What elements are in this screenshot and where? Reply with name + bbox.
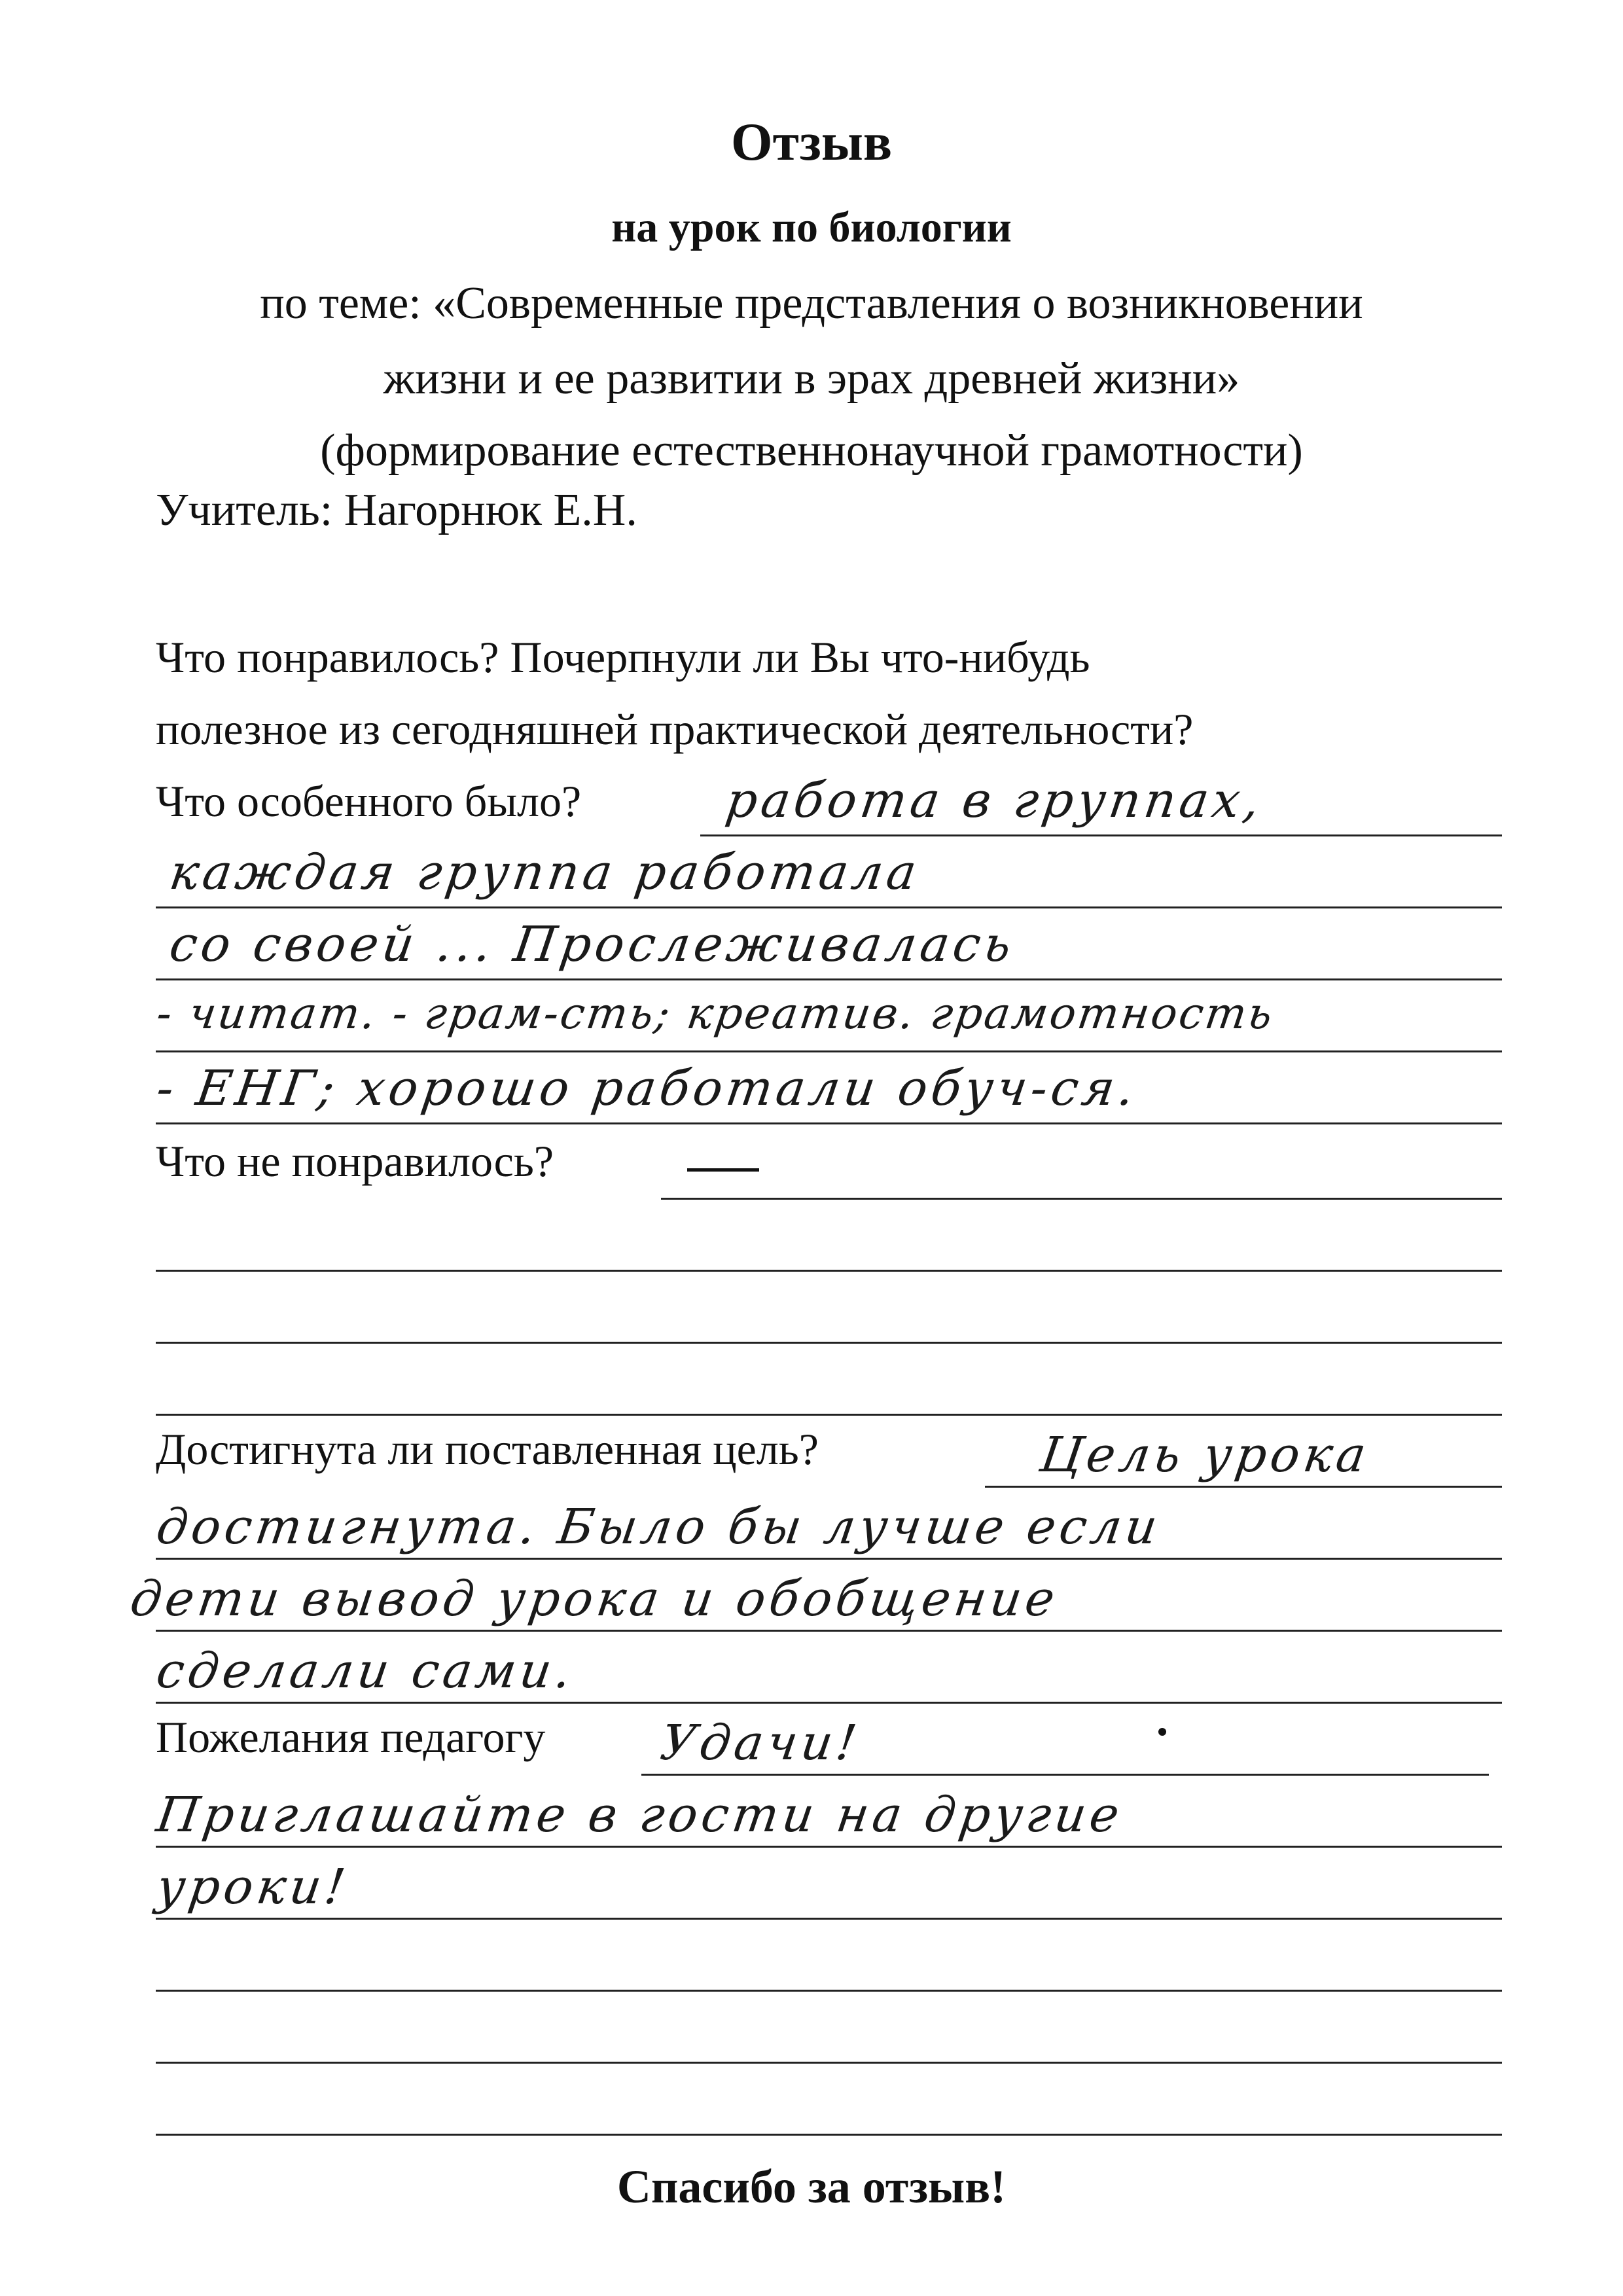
handwritten-answer-liked-1: работа в группах, <box>722 772 1268 829</box>
question-liked-line-3: Что особенного было? <box>156 776 582 826</box>
answer-line <box>156 2134 1502 2136</box>
topic-line-3: (формирование естественнонаучной грамотности) <box>320 425 1303 476</box>
answer-line <box>156 1702 1502 1704</box>
handwritten-answer-goal-2: достигнута. Было бы лучше если <box>152 1499 1165 1555</box>
answer-line <box>156 978 1502 980</box>
question-liked-line-1: Что понравилось? Почерпнули ли Вы что-нибудь <box>156 632 1090 682</box>
handwritten-answer-wishes-3: уроки! <box>152 1859 353 1915</box>
handwritten-answer-liked-2: каждая группа работала <box>166 844 924 901</box>
question-goal: Достигнута ли поставленная цель? <box>156 1424 819 1474</box>
answer-line <box>156 2062 1502 2064</box>
thank-you-footer: Спасибо за отзыв! <box>616 2161 1007 2213</box>
answer-line <box>156 1558 1502 1560</box>
answer-line <box>156 1270 1502 1272</box>
handwritten-answer-liked-5: - ЕНГ; хорошо работали обуч-ся. <box>152 1060 1142 1117</box>
answer-line <box>156 1918 1502 1920</box>
question-liked-line-2: полезное из сегодняшней практической деятельности? <box>156 704 1194 754</box>
answer-line <box>156 1122 1502 1124</box>
answer-line <box>641 1774 1489 1776</box>
topic-line-2: жизни и ее развитии в эрах древней жизни» <box>383 353 1240 404</box>
handwritten-answer-goal-3: дети вывод урока и обобщение <box>126 1571 1062 1627</box>
handwritten-answer-wishes-1: Удачи! <box>656 1715 864 1771</box>
answer-line <box>156 1050 1502 1052</box>
handwritten-answer-goal-4: сделали сами. <box>152 1643 579 1699</box>
handwritten-answer-wishes-2: Приглашайте в гости на другие <box>152 1787 1127 1843</box>
answer-line <box>661 1198 1502 1200</box>
answer-line <box>156 1630 1502 1632</box>
answer-line <box>700 834 1502 836</box>
handwritten-answer-liked-4: - читат. - грам-сть; креатив. грамотность <box>153 988 1277 1039</box>
teacher-name: Учитель: Нагорнюк Е.Н. <box>156 485 637 535</box>
answer-line <box>156 1414 1502 1416</box>
handwritten-answer-liked-3: со своей ... Прослеживалась <box>166 916 1019 973</box>
answer-line <box>985 1486 1502 1488</box>
answer-line <box>156 1846 1502 1848</box>
ink-dot <box>1158 1728 1166 1736</box>
topic-line-1: по теме: «Современные представления о возникновении <box>260 278 1363 329</box>
answer-line <box>156 906 1502 908</box>
form-title: Отзыв <box>730 112 893 171</box>
answer-line <box>156 1342 1502 1344</box>
question-wishes: Пожелания педагогу <box>156 1712 546 1762</box>
answer-dash <box>687 1168 759 1172</box>
handwritten-answer-goal-1: Цель урока <box>1036 1427 1374 1483</box>
answer-line <box>156 1990 1502 1992</box>
question-disliked: Что не понравилось? <box>156 1136 554 1186</box>
form-subtitle: на урок по биологии <box>611 204 1012 251</box>
